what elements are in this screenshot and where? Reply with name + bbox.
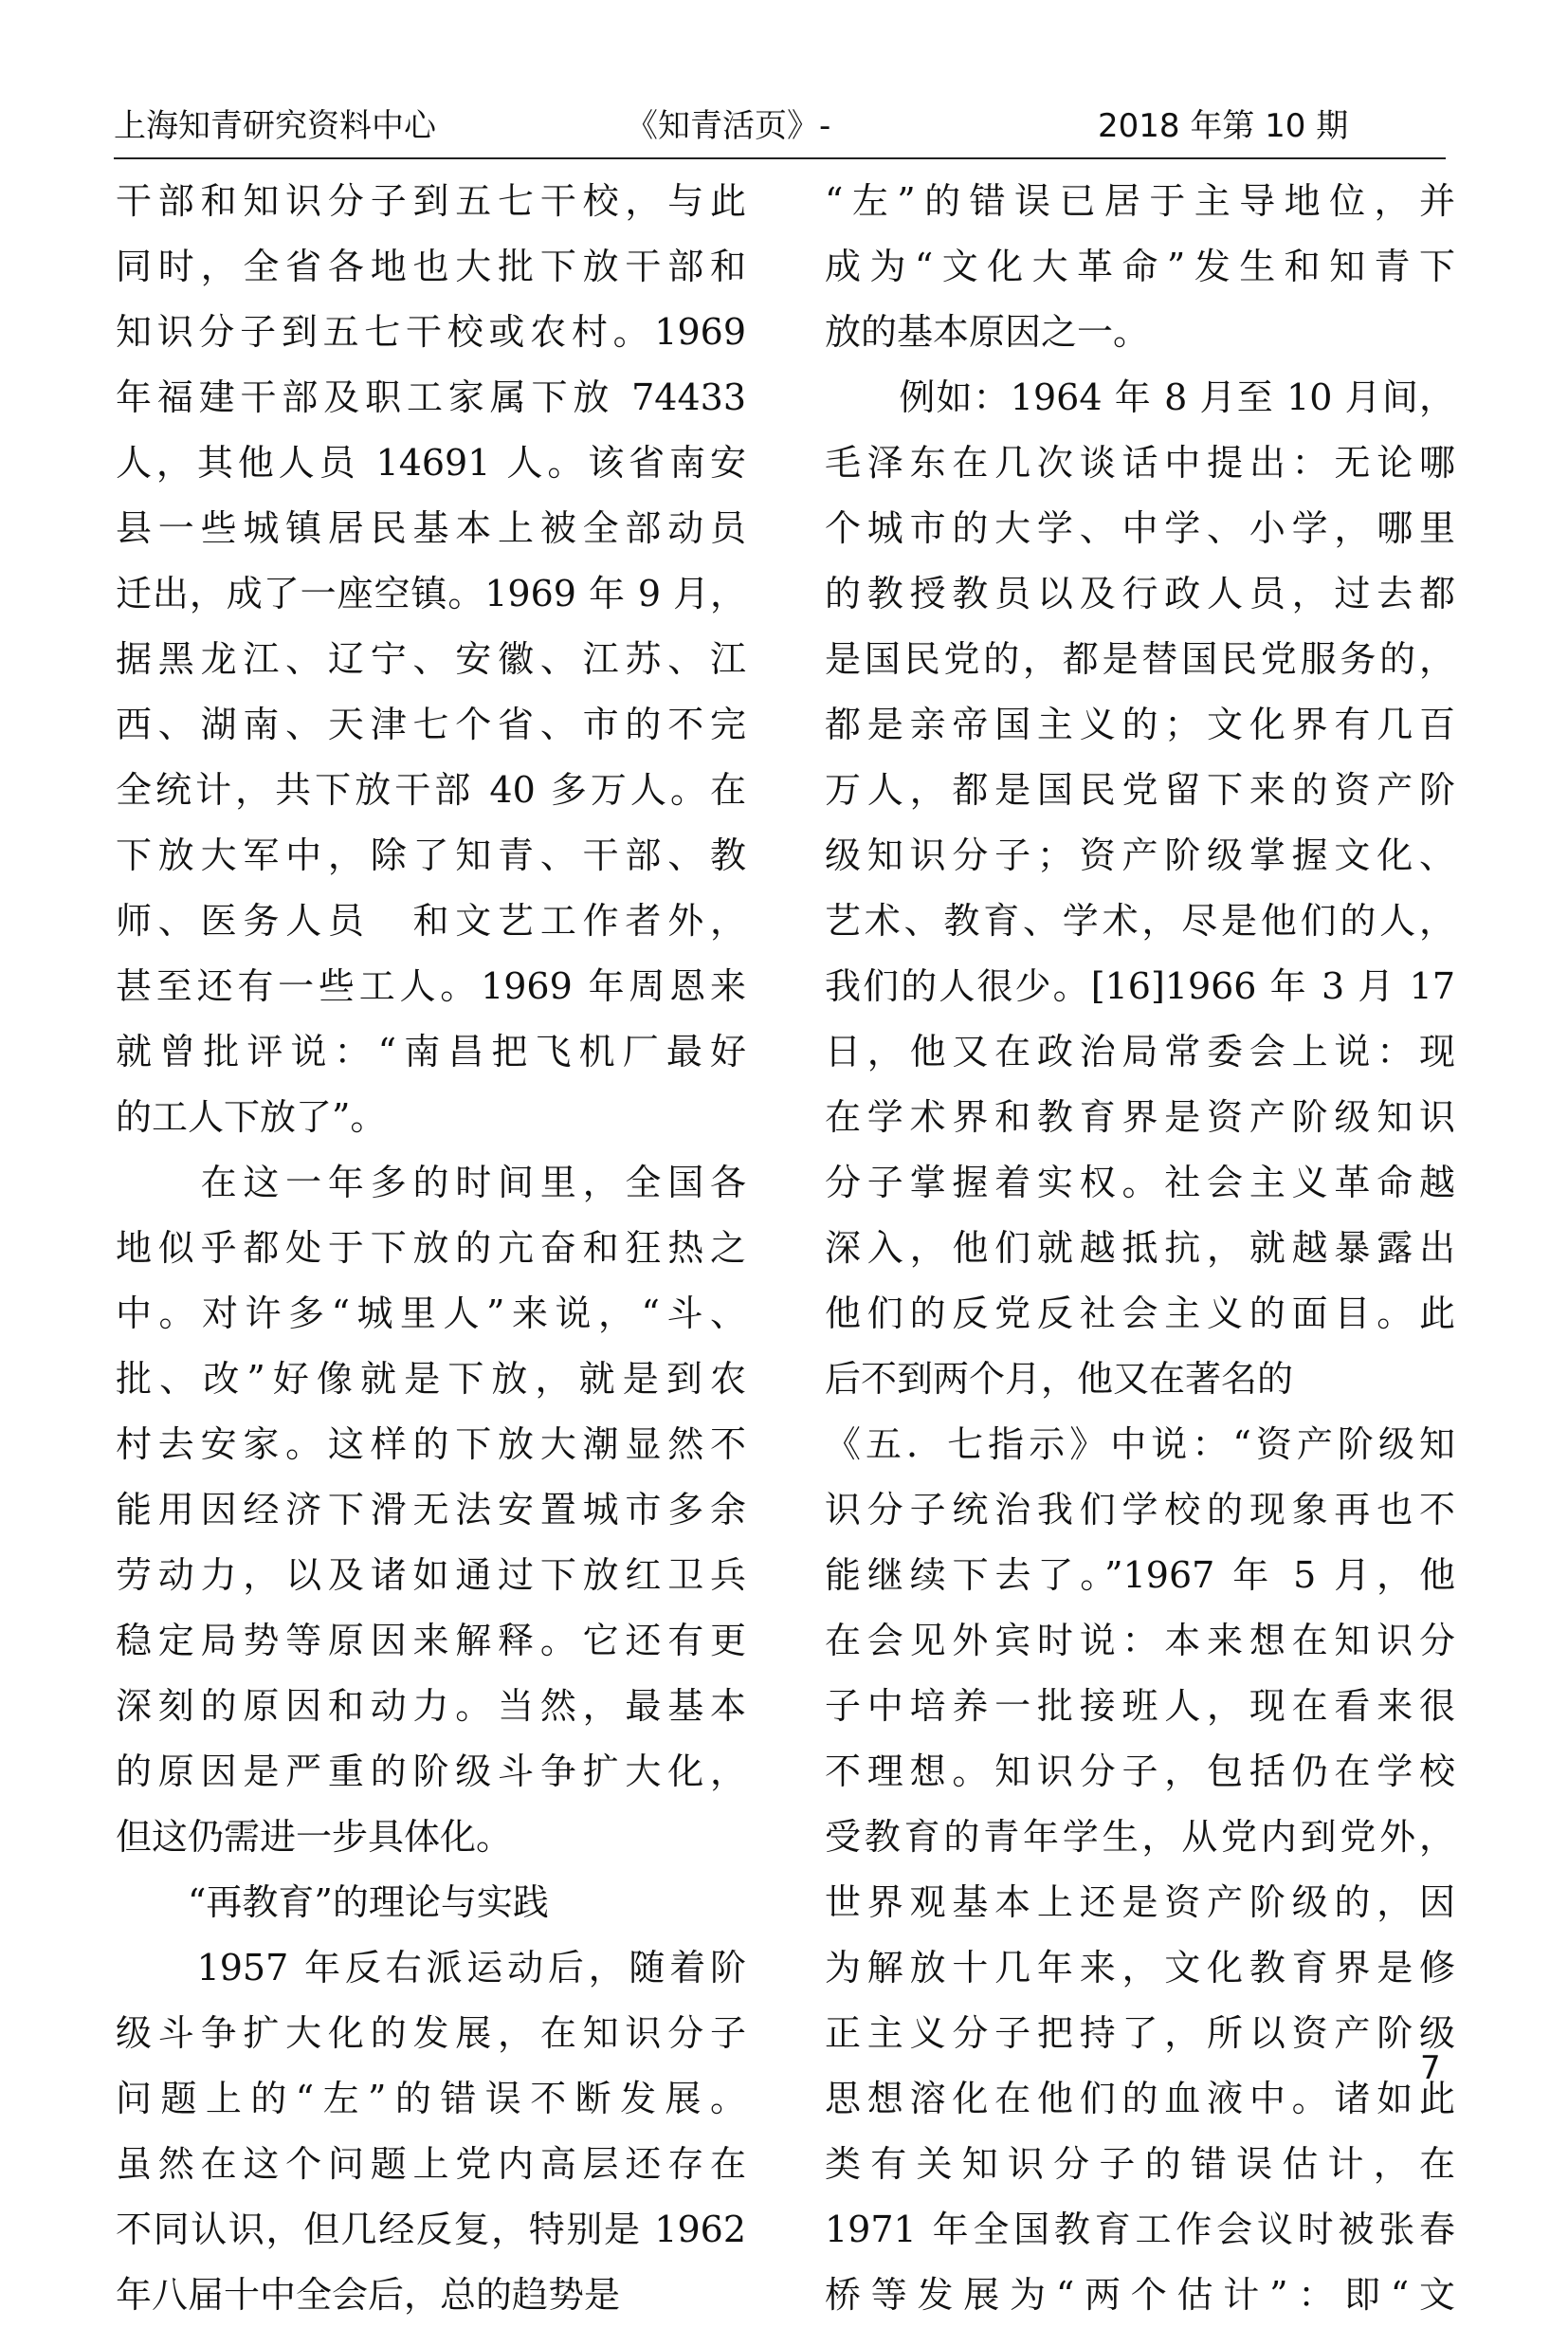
text-line: 在学术界和教育界是资产阶级知识 [825,1096,1455,1138]
text-line: 毛泽东在几次谈话中提出：无论哪 [825,442,1455,484]
text-line: 下放大军中，除了知青、干部、教 [116,834,746,876]
text-line: 在会见外宾时说：本来想在知识分 [825,1620,1455,1661]
text-line: 但这仍需进一步具体化。 [116,1816,513,1858]
text-line: 个城市的大学、中学、小学，哪里 [825,507,1455,549]
text-line: 知识分子到五七干校或农村。1969 [116,311,746,353]
text-line: 同时，全省各地也大批下放干部和 [116,246,746,287]
text-line: 受教育的青年学生，从党内到党外， [825,1816,1455,1858]
text-line: 人，其他人员 14691 人。该省南安 [116,442,746,484]
text-line: 甚至还有一些工人。1969 年周恩来 [116,965,746,1007]
text-line: 成为“文化大革命”发生和知青下 [825,246,1455,287]
text-line: 后不到两个月，他又在著名的 [825,1358,1294,1400]
page-number: 7 [1420,2049,1441,2087]
text-line: 劳动力，以及诸如通过下放红卫兵 [116,1554,746,1596]
text-line: 的教授教员以及行政人员，过去都 [825,573,1455,614]
text-line: 稳定局势等原因来解释。它还有更 [116,1620,746,1661]
text-line: 万人，都是国民党留下来的资产阶 [825,769,1455,811]
text-line: 年八届十中全会后，总的趋势是 [116,2274,621,2316]
text-line: 虽然在这个问题上党内高层还存在 [116,2143,746,2185]
text-line: 思想溶化在他们的血液中。诸如此 [825,2078,1455,2119]
text-line: 批、改”好像就是下放，就是到农 [116,1358,746,1400]
text-line: 分子掌握着实权。社会主义革命越 [825,1162,1455,1203]
text-line: 都是亲帝国主义的；文化界有几百 [825,704,1455,745]
text-line: 桥等发展为“两个估计”：即“文 [825,2274,1455,2316]
text-line: 年福建干部及职工家属下放 74433 [116,376,746,418]
right-text-column [825,169,1455,2328]
section-heading: “再教育”的理论与实践 [116,1881,549,1923]
text-line: 放的基本原因之一。 [825,311,1150,353]
text-line: 子中培养一批接班人，现在看来很 [825,1685,1455,1727]
text-line: 在这一年多的时间里，全国各 [116,1162,746,1203]
text-line: 全统计，共下放干部 40 多万人。在 [116,769,746,811]
text-line: 能继续下去了。”1967 年 5 月，他 [825,1554,1455,1596]
text-line: 级知识分子；资产阶级掌握文化、 [825,834,1455,876]
text-line: 是国民党的，都是替国民党服务的， [825,638,1455,680]
text-line: 级斗争扩大化的发展，在知识分子 [116,2012,746,2054]
text-line: 《五．七指示》中说：“资产阶级知 [825,1423,1455,1465]
text-line: 1971 年全国教育工作会议时被张春 [825,2209,1455,2250]
text-line: 地似乎都处于下放的亢奋和狂热之 [116,1227,746,1269]
text-line: 据黑龙江、辽宁、安徽、江苏、江 [116,638,746,680]
text-line: 不同认识，但几经反复，特别是 1962 [116,2209,746,2250]
text-line: 村去安家。这样的下放大潮显然不 [116,1423,746,1465]
text-line: 正主义分子把持了，所以资产阶级 [825,2012,1455,2054]
left-text-column [116,169,746,2328]
text-line: 问题上的“左”的错误不断发展。 [116,2078,746,2119]
text-line: 例如：1964 年 8 月至 10 月间， [825,376,1455,418]
text-line: 我们的人很少。[16]1966 年 3 月 17 [825,965,1455,1007]
text-line: 1957 年反右派运动后，随着阶 [116,1947,746,1989]
text-line: 能用因经济下滑无法安置城市多余 [116,1489,746,1531]
text-line: 识分子统治我们学校的现象再也不 [825,1489,1455,1531]
header-issue: 2018 年第 10 期 [1098,107,1349,145]
text-line: 不理想。知识分子，包括仍在学校 [825,1751,1455,1792]
text-line: 中。对许多“城里人”来说，“斗、 [116,1292,746,1334]
text-line: 类有关知识分子的错误估计，在 [825,2143,1455,2185]
text-line: 就曾批评说：“南昌把飞机厂最好 [116,1031,746,1072]
text-line: 世界观基本上还是资产阶级的，因 [825,1881,1455,1923]
header-publication-title: 《知青活页》- [626,107,831,145]
text-line: 深刻的原因和动力。当然，最基本 [116,1685,746,1727]
text-line: 深入，他们就越抵抗，就越暴露出 [825,1227,1455,1269]
text-line: 西、湖南、天津七个省、市的不完 [116,704,746,745]
text-line: 艺术、教育、学术，尽是他们的人， [825,900,1455,942]
text-line: “左”的错误已居于主导地位，并 [825,180,1455,222]
text-line: 的原因是严重的阶级斗争扩大化， [116,1751,746,1792]
text-line: 的工人下放了”。 [116,1096,387,1138]
text-line: 迁出，成了一座空镇。1969 年 9 月， [116,573,746,614]
text-line: 为解放十几年来，文化教育界是修 [825,1947,1455,1989]
text-line: 师、医务人员 和文艺工作者外， [116,900,746,942]
header-publisher: 上海知青研究资料中心 [114,107,436,145]
text-line: 他们的反党反社会主义的面目。此 [825,1292,1455,1334]
text-line: 日，他又在政治局常委会上说：现 [825,1031,1455,1072]
text-line: 干部和知识分子到五七干校，与此 [116,180,746,222]
page-header [114,102,1446,159]
text-line: 县一些城镇居民基本上被全部动员 [116,507,746,549]
